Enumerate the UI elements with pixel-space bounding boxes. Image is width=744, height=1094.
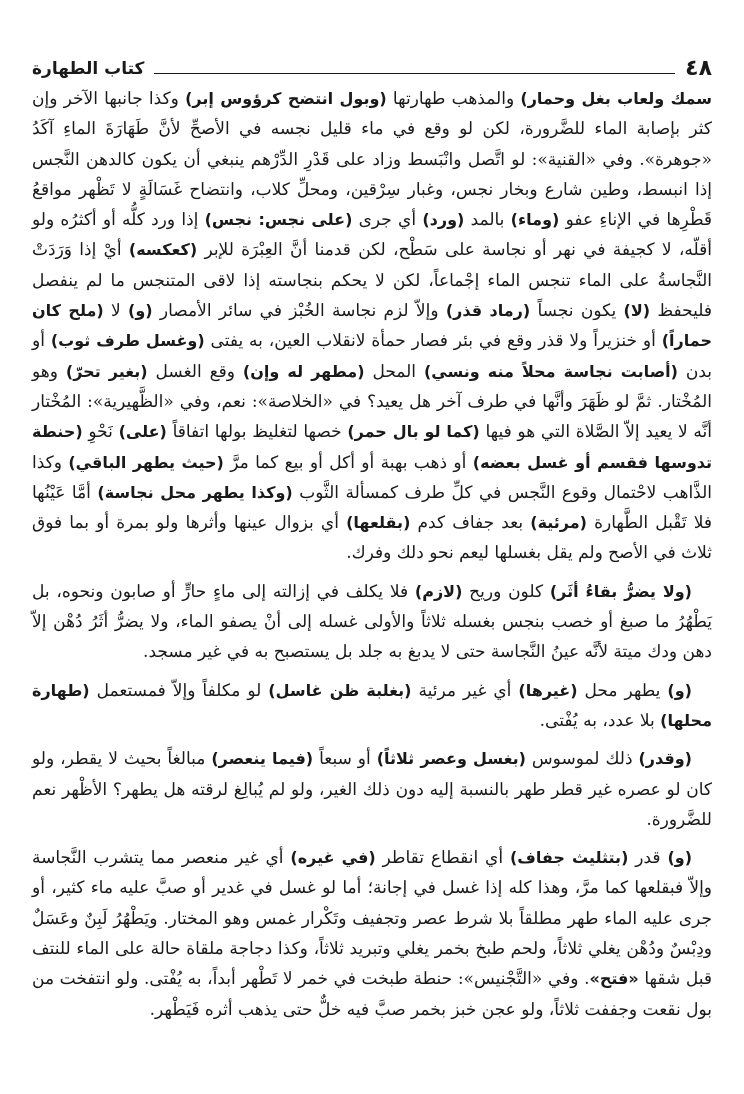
commentary-text: المحل [364, 361, 424, 382]
bold-matn-text: (مرئية) [530, 513, 587, 533]
paragraph [32, 577, 712, 668]
commentary-text: فلا يكلف في إزالته إلى ماءٍ حارٍّ أو صابون ونحوه، بل يَطْهُرُ ما صبغ أو خصب بنجس بغسله ثلاثاً والأولى غسله إلى أنْ يصفو الماء، ولا يضرُّ أثَرُ دُهْن إلاّ دهن ودك ميتة لأنَّه عينُ النَّجاسة حتى لا يدبغ به جلد بل يستصبح به في غير مسجد. [32, 581, 712, 663]
commentary-text: أي غير مرئية [411, 680, 519, 701]
header-rule [154, 73, 675, 74]
bold-matn-text: (لازم) [414, 581, 463, 601]
bold-matn-text: (طهارة محلها) [32, 680, 712, 730]
commentary-text: وهو المُخْتار. ثمَّ لو ظَهَرَ وأنَّها في طرف آخر هل يعيد؟ في «الخلاصة»: نعم، وفي «الظَّهيرية»: المُخْتار أنَّه لا يعيد إلاّ الصَّلاة التي هو فيها [32, 361, 712, 443]
commentary-text: بالمد [464, 210, 511, 231]
commentary-text: إذا ورد كلُّه أو أكثرُه ولو أقلّه، لا كجيفة في نهر أو نجاسة على سَطْح، لكن قدمنا أنَّ العِبْرَة للإبر [32, 210, 712, 261]
paragraph [32, 676, 712, 737]
bold-matn-text: (فيما ينعصر) [211, 749, 314, 769]
bold-matn-text: «فتح» [589, 969, 639, 989]
bold-matn-text: (و) [667, 848, 693, 868]
commentary-text: كلون وريح [462, 581, 550, 602]
page-number: ٤٨ [685, 56, 712, 81]
commentary-text: خصها لتغليظ بولها اتفاقاً [166, 422, 348, 443]
bold-matn-text: (أصابت نجاسة محلاً منه ونسي) [423, 361, 678, 381]
bold-matn-text: (وكذا يطهر محل نجاسة) [97, 482, 293, 502]
bold-matn-text: (بتثليث جفاف) [509, 848, 629, 868]
commentary-text: لا [103, 301, 129, 322]
body-text [32, 84, 712, 1025]
running-title: كتاب الطهارة [32, 59, 145, 79]
commentary-text: أي انقطاع تقاطر [375, 848, 510, 869]
bold-matn-text: سمك ولعاب بغل وحمار) [520, 89, 712, 108]
page-header [32, 44, 712, 80]
commentary-text: بلا عدد، به يُفْتى. [539, 710, 661, 731]
commentary-text: أو سبعاً [313, 749, 377, 770]
bold-matn-text: (مطهر له وإن) [242, 361, 365, 381]
bold-matn-text: (بغير تحرّ) [65, 361, 148, 381]
paragraph [32, 84, 712, 569]
commentary-text: أو خنزيراً ولا قذر وقع في بئر فصار حمأة لانقلاب العين، به يفتى [204, 331, 662, 352]
bold-matn-text: (ولا يضرُّ بقاءُ أثَر) [549, 581, 692, 601]
commentary-text: أو بدن [32, 331, 713, 382]
bold-matn-text: (كما لو بال حمر) [347, 422, 480, 442]
bold-matn-text: (على) [118, 422, 167, 442]
commentary-text: وإلاّ لزم نجاسة الخُبْز في سائر الأمصار [152, 301, 446, 322]
bold-matn-text: (وماء) [510, 210, 560, 230]
bold-matn-text: (و) [667, 680, 692, 700]
bold-matn-text: (على نجس: نجس) [204, 210, 353, 230]
bold-matn-text: (حيث يطهر الباقي) [68, 452, 224, 472]
commentary-text: أي بزوال عينها وأثرها ولو بمرة أو بما فوق ثلاث في الأصح ولم يقل بغسلها ليعم نحو دلك وفرك. [32, 513, 712, 564]
commentary-text: أي جرى [352, 210, 423, 231]
commentary-text: أمَّا عَيْنُها فلا تَقْبل الطَّهارة [32, 482, 712, 534]
commentary-text: أيْ إذا وَرَدَتْ النَّجاسةُ على الماء تنجس الماء إجْماعاً، لكن لا يحكم بنجاسته إذا لاقى المتنجس ما لم ينفصل فليحفظ [32, 240, 712, 322]
commentary-text: والمذهب طهارتها [386, 89, 521, 109]
bold-matn-text: (حنطة تدوسها فقسم أو غسل بعضه) [32, 422, 713, 472]
bold-matn-text: (وغسل طرف ثوب) [50, 331, 205, 351]
commentary-text: يكون نجساً [530, 301, 624, 322]
bold-matn-text: (رماد قذر) [445, 301, 531, 321]
bold-matn-text: (كعكسه) [128, 240, 198, 260]
commentary-text: . وفي «التَّجْنيس»: حنطة طبخت في خمر لا تَطْهر أبداً، به يُفْتى. ولو انتفخت من بول نقعت وجففت ثلاثاً، ولو عجن خبز بخمر صبَّ فيه خلٌّ حتى يذهب أثره فَيَطْهر. [32, 969, 712, 1020]
bold-matn-text: (وقدر) [638, 749, 692, 769]
commentary-text: وكذا الذَّاهب لاحْتمال وقوع النَّجس في كلِّ طرف كمسألة الثَّوب [32, 452, 712, 503]
bold-matn-text: (بغلبة ظن غاسل) [268, 680, 412, 700]
paragraph [32, 744, 712, 835]
commentary-text: أو ذهب بهبة أو أكل أو بيع كما مرَّ [223, 452, 473, 473]
bold-matn-text: (بغسل وعصر ثلاثاً) [376, 749, 526, 769]
bold-matn-text: (في غيره) [290, 848, 376, 868]
bold-matn-text: (ورد) [422, 210, 465, 230]
bold-matn-text: (ملح كان حماراً) [32, 301, 712, 351]
bold-matn-text: (غيرها) [518, 680, 578, 700]
bold-matn-text: (وبول انتضح كرؤوس إبر) [185, 89, 387, 108]
commentary-text: وقع الغسل [147, 361, 243, 382]
commentary-text: لو مكلفاً وإلاّ فمستعمل [89, 680, 269, 701]
bold-matn-text: (لا) [623, 301, 651, 321]
commentary-text: قدر [628, 848, 668, 869]
commentary-text: ذلك لموسوس [525, 749, 639, 770]
commentary-text: وكذا جانبها الآخر وإن كثر بإصابة الماء للضَّرورة، لكن لو وقع في ماء قليل نجسه في الأصحِّ لأنَّ طَهَارَةَ الماءِ آكَدُ «جوهرة». وفي «القنية»: لو اتَّصل وانْبَسط وزاد على قَدْرِ الدِّرْهم ينبغي أن يكون كالدهن النَّجس إذا انبسط، وطين شارع وبخار نجس، وغبار سِرْقين، ومحلِّ كلاب، وانتضاح غَسَالَةٍ لا تَظْهر مواقعُ قَطْرِها في الإناءِ عفو [32, 89, 713, 231]
bold-matn-text: (بقلعها) [346, 513, 411, 533]
commentary-text: نَحْوِ [82, 422, 119, 443]
commentary-text: مبالغاً بحيث لا يقطر، ولو كان لو عصره غير قطر طهر بالنسبة إليه دون ذلك الغير، ولو لم يُبالِغ لرقته هل يطهر؟ الأظْهر نعم للضَّرورة. [32, 749, 712, 830]
paragraph [32, 843, 712, 1025]
commentary-text: يطهر محل [577, 680, 668, 701]
bold-matn-text: (و) [128, 301, 153, 321]
commentary-text: أي غير منعصر مما يتشرب النَّجاسة وإلاّ فبقلعها كما مرَّ، وهذا كله إذا غسل في إجانة؛ أما لو غسل في غدير أو صبَّ عليه ماء كثير، أو جرى عليه الماء طهر مطلقاً بلا شرط عصر وتجفيف وتَكْرار غمس وهو المختار. ويَطْهُرُ لَبِنٌ وعَسَلٌ ودِبْسٌ ودُهْن يغلي ثلاثاً، ولحم طبخ بخمر يغلي وتبريد ثلاثاً، وكذا دجاجة ملقاة حالة على الماء للنتف قبل شقها [32, 848, 712, 990]
commentary-text: بعد جفاف كدم [410, 513, 531, 534]
